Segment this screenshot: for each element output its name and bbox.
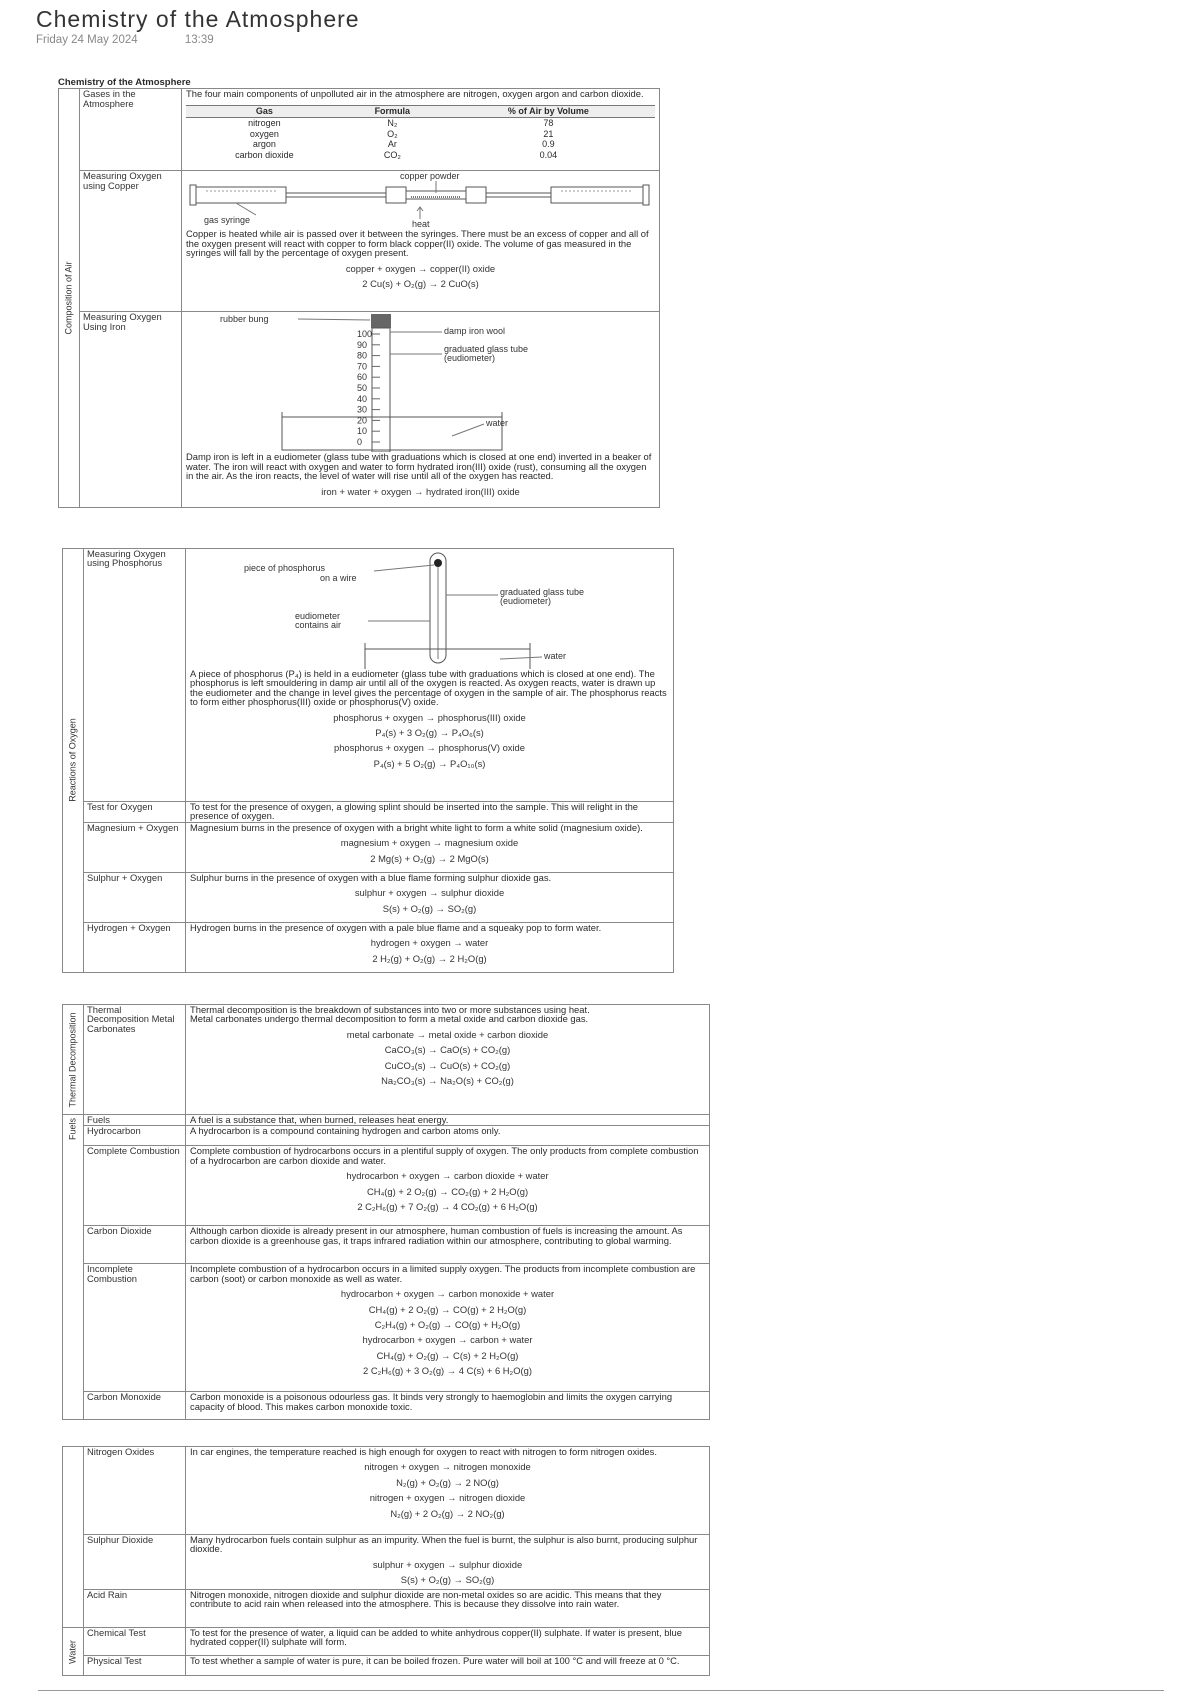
body-thermal (186, 1005, 710, 1115)
copper-symbol-equation: 2 Cu(s) + O₂(g) → 2 CuO(s) (362, 278, 479, 290)
gas-formula: Ar (387, 139, 397, 150)
iron-word-equation: iron + water + oxygen → hydrated iron(III) oxide (321, 485, 520, 497)
iron-text: Damp iron is left in a eudiometer (glass tube with graduations which is closed at one end) inverted in a beaker of water. The iron will react with oxygen and water to form hydrated iron(III) oxide (rust), consuming all the oxygen in the air. As the iron reacts, the level of water will rise until all of the oxygen has reacted. (186, 451, 652, 482)
incomplete-eq-2: CH₄(g) + 2 O₂(g) → CO(g) + 2 H₂O(g) (368, 1303, 527, 1315)
gas-name: nitrogen (248, 118, 281, 129)
table-row (186, 118, 655, 129)
chemical-test-text: To test for the presence of water, a liquid can be added to white anhydrous copper(II) sulphate. If water is present, blue hydrated copper(II) sulphate will form. (190, 1627, 682, 1648)
sheet-title: Chemistry of the Atmosphere (58, 77, 191, 88)
heat-label: heat (412, 219, 430, 230)
so2-eq-1: sulphur + oxygen → sulphur dioxide (372, 1558, 523, 1570)
magnesium-text: Magnesium burns in the presence of oxygen with a bright white light to form a white solid (magnesium oxide). (190, 821, 643, 833)
thermal-text-2: Metal carbonates undergo thermal decomposition to form a metal oxide and carbon dioxide gas. (190, 1013, 589, 1025)
gas-formula: CO₂ (383, 149, 401, 160)
incomplete-eq-1: hydrocarbon + oxygen → carbon monoxide + water (340, 1288, 555, 1300)
band-fuels: Fuels (63, 1115, 84, 1420)
gases-text: The four main components of unpolluted air in the atmosphere are nitrogen, oxygen argon and carbon dioxide. (186, 88, 644, 100)
formula-col-header: Formula (343, 105, 442, 117)
iron-eudiometer-diagram (186, 312, 656, 452)
phosphorus-piece-label-2: on a wire (320, 573, 357, 583)
sheet-reactions-of-oxygen (62, 548, 674, 973)
body-magnesium (186, 822, 674, 872)
co2-text: Although carbon dioxide is already present in our atmosphere, human combustion of fuels is increasing the amount. As carbon dioxide is a greenhouse gas, it traps infrared radiation within our atmosphere, contributing to global warming. (190, 1225, 683, 1246)
sheet-thermal-and-fuels (62, 1004, 710, 1420)
nitrogen-eq-1: nitrogen + oxygen → nitrogen monoxide (364, 1461, 531, 1473)
page-timestamp (36, 34, 258, 46)
gas-percent: 21 (543, 128, 554, 139)
incomplete-eq-6: 2 C₂H₆(g) + 3 O₂(g) → 4 C(s) + 6 H₂O(g) (363, 1365, 532, 1377)
sheet-composition-of-air (58, 78, 660, 508)
topic-nitrogen-oxides: Nitrogen Oxides (84, 1447, 186, 1535)
copper-word-equation: copper + oxygen → copper(II) oxide (345, 262, 496, 274)
fuels-text: A fuel is a substance that, when burned, releases heat energy. (190, 1114, 449, 1125)
band-composition-of-air: Composition of Air (59, 89, 80, 508)
pollutants-water-table (62, 1446, 710, 1676)
page-date: Friday 24 May 2024 (36, 34, 138, 46)
topic-sulphur: Sulphur + Oxygen (84, 872, 186, 922)
topic-fuels: Fuels (84, 1115, 186, 1126)
copper-powder-label: copper powder (400, 171, 460, 182)
scale-tick-label: 90 (357, 340, 368, 351)
topic-gases: Gases in the Atmosphere (80, 89, 182, 171)
glass-tube-label-2: (eudiometer) (444, 353, 496, 364)
band-reactions-of-oxygen: Reactions of Oxygen (63, 549, 84, 973)
nitrogen-eq-4: N₂(g) + 2 O₂(g) → 2 NO₂(g) (390, 1507, 505, 1519)
copper-apparatus-diagram (186, 171, 656, 229)
topic-acid-rain: Acid Rain (84, 1590, 186, 1628)
composition-table (58, 88, 660, 508)
incomplete-eq-3: C₂H₄(g) + O₂(g) → CO(g) + H₂O(g) (374, 1319, 521, 1331)
scale-tick-label: 50 (357, 383, 368, 394)
thermal-eq-4: Na₂CO₃(s) → Na₂O(s) + CO₂(g) (381, 1075, 514, 1087)
body-sulphur-dioxide (186, 1535, 710, 1590)
topic-complete-combustion: Complete Combustion (84, 1146, 186, 1226)
thermal-fuels-table (62, 1004, 710, 1420)
magnesium-eq-1: magnesium + oxygen → magnesium oxide (340, 837, 519, 849)
thermal-eq-1: metal carbonate → metal oxide + carbon dioxide (346, 1028, 549, 1040)
page-time: 13:39 (184, 34, 214, 46)
iron-wool-label: damp iron wool (444, 326, 506, 337)
topic-carbon-dioxide: Carbon Dioxide (84, 1226, 186, 1264)
phosphorus-tube-label: graduated glass tube (500, 587, 585, 597)
topic-hydrogen: Hydrogen + Oxygen (84, 922, 186, 972)
scale-tick-label: 60 (357, 372, 368, 383)
nitrogen-eq-3: nitrogen + oxygen → nitrogen dioxide (369, 1492, 526, 1504)
topic-test-oxygen: Test for Oxygen (84, 802, 186, 823)
phosphorus-eq-3: phosphorus + oxygen → phosphorus(V) oxide (333, 742, 525, 754)
percent-col-header: % of Air by Volume (442, 105, 655, 117)
band-water: Water (63, 1628, 84, 1676)
gas-syringe-label: gas syringe (204, 215, 251, 226)
hydrocarbon-text: A hydrocarbon is a compound containing hydrogen and carbon atoms only. (190, 1125, 501, 1137)
phosphorus-water-label: water (544, 651, 567, 661)
incomplete-eq-5: CH₄(g) + O₂(g) → C(s) + 2 H₂O(g) (376, 1349, 519, 1361)
sheet-pollutants-and-water (62, 1446, 710, 1676)
phosphorus-text: A piece of phosphorus (P₄) is held in a eudiometer (glass tube with graduations which is closed at one end). The phosphorus is left smouldering in damp air until all of the oxygen is reacted. As oxygen reacts, water is drawn up the eudiometer and the change in level gives the percentage of oxygen in the sample of air. The phosphorus reacts to form either phosphorus(III) oxide or phosphorus(V) oxide. (190, 668, 667, 708)
body-test-oxygen (186, 802, 674, 823)
thermal-eq-2: CaCO₃(s) → CaO(s) + CO₂(g) (384, 1044, 511, 1056)
thermal-eq-3: CuCO₃(s) → CuO(s) + CO₂(g) (384, 1059, 511, 1071)
topic-chemical-test: Chemical Test (84, 1628, 186, 1656)
body-acid-rain (186, 1590, 710, 1628)
hydrogen-eq-1: hydrogen + oxygen → water (370, 937, 489, 949)
page-divider (38, 1690, 1164, 1691)
hydrogen-text: Hydrogen burns in the presence of oxygen with a pale blue flame and a squeaky pop to form water. (190, 921, 602, 933)
hydrogen-eq-2: 2 H₂(g) + O₂(g) → 2 H₂O(g) (372, 952, 487, 964)
phosphorus-tube-label-2: (eudiometer) (500, 596, 552, 606)
copper-text: Copper is heated while air is passed over it between the syringes. There must be an excess of copper and all of the oxygen present will react with copper to form black copper(II) oxide. The volume of gas measured in the syringes will fall by the percentage of oxygen present. (186, 228, 649, 259)
phosphorus-eq-4: P₄(s) + 5 O₂(g) → P₄O₁₀(s) (373, 757, 486, 769)
gas-name: carbon dioxide (235, 149, 294, 160)
body-carbon-monoxide (186, 1392, 710, 1420)
acid-rain-text: Nitrogen monoxide, nitrogen dioxide and sulphur dioxide are non-metal oxides so are acidic. This means that they contribute to acid rain when released into the atmosphere. This is because they dissolve into rain water. (190, 1589, 662, 1610)
body-chemical-test (186, 1628, 710, 1656)
test-oxygen-text: To test for the presence of oxygen, a glowing splint should be inserted into the sample. This will relight in the presence of oxygen. (190, 801, 638, 822)
gas-percent: 78 (543, 118, 554, 129)
gas-percent: 0.9 (542, 139, 555, 150)
body-carbon-dioxide (186, 1226, 710, 1264)
topic-magnesium: Magnesium + Oxygen (84, 822, 186, 872)
topic-carbon-monoxide: Carbon Monoxide (84, 1392, 186, 1420)
sulphur-eq-1: sulphur + oxygen → sulphur dioxide (354, 887, 505, 899)
scale-tick-label: 80 (357, 351, 368, 362)
complete-eq-2: CH₄(g) + 2 O₂(g) → CO₂(g) + 2 H₂O(g) (366, 1185, 529, 1197)
gas-composition-table (186, 105, 655, 160)
topic-thermal: Thermal Decomposition Metal Carbonates (84, 1005, 186, 1115)
gas-formula: O₂ (387, 128, 398, 139)
topic-sulphur-dioxide: Sulphur Dioxide (84, 1535, 186, 1590)
water-label: water (486, 418, 509, 429)
page-title: Chemistry of the Atmosphere (36, 6, 360, 32)
scale-tick-label: 70 (357, 361, 368, 372)
body-sulphur (186, 872, 674, 922)
sulphur-eq-2: S(s) + O₂(g) → SO₂(g) (382, 902, 477, 914)
table-row (186, 150, 655, 161)
topic-incomplete-combustion: Incomplete Combustion (84, 1264, 186, 1392)
physical-test-text: To test whether a sample of water is pure, it can be boiled frozen. Pure water will boil at 100 °C and will freeze at 0 °C. (190, 1655, 680, 1666)
nitrogen-eq-2: N₂(g) + O₂(g) → 2 NO(g) (396, 1476, 499, 1488)
scale-tick-label: 100 (357, 329, 373, 340)
topic-iron: Measuring Oxygen Using Iron (80, 312, 182, 508)
complete-eq-3: 2 C₂H₆(g) + 7 O₂(g) → 4 CO₂(g) + 6 H₂O(g) (357, 1201, 538, 1213)
topic-copper: Measuring Oxygen using Copper (80, 171, 182, 312)
table-row (186, 129, 655, 140)
body-fuels (186, 1115, 710, 1126)
eudiometer-label-2: contains air (295, 620, 342, 630)
reactions-table (62, 548, 674, 973)
nitrogen-text: In car engines, the temperature reached is high enough for oxygen to react with nitrogen to form nitrogen oxides. (190, 1446, 657, 1457)
gas-formula: N₂ (387, 118, 398, 129)
scale-tick-label: 30 (357, 405, 368, 416)
body-copper (182, 171, 660, 312)
phosphorus-eudiometer-diagram (190, 549, 670, 669)
scale-tick-label: 20 (357, 415, 368, 426)
glass-tube-label: graduated glass tube (444, 344, 529, 355)
body-phosphorus (186, 549, 674, 802)
band-thermal-decomposition: Thermal Decomposition (63, 1005, 84, 1115)
phosphorus-eq-1: phosphorus + oxygen → phosphorus(III) oxide (333, 711, 526, 723)
gas-name: argon (252, 139, 276, 150)
topic-physical-test: Physical Test (84, 1656, 186, 1676)
gas-percent: 0.04 (539, 149, 558, 160)
body-incomplete-combustion (186, 1264, 710, 1392)
scale-tick-label: 0 (357, 437, 363, 448)
body-iron (182, 312, 660, 508)
body-complete-combustion (186, 1146, 710, 1226)
incomplete-eq-4: hydrocarbon + oxygen → carbon + water (362, 1334, 533, 1346)
body-hydrocarbon (186, 1126, 710, 1146)
body-physical-test (186, 1656, 710, 1676)
phosphorus-eq-2: P₄(s) + 3 O₂(g) → P₄O₆(s) (375, 727, 484, 739)
body-hydrogen (186, 922, 674, 972)
so2-text: Many hydrocarbon fuels contain sulphur as an impurity. When the fuel is burnt, the sulphur is also burnt, producing sulphur dioxide. (190, 1534, 698, 1555)
body-gases (182, 89, 660, 171)
co-text: Carbon monoxide is a poisonous odourless gas. It binds very strongly to haemoglobin and limits the oxygen carrying capacity of blood. This makes carbon monoxide toxic. (190, 1391, 673, 1412)
rubber-bung-label: rubber bung (220, 314, 269, 325)
complete-eq-1: hydrocarbon + oxygen → carbon dioxide + water (346, 1170, 549, 1182)
sulphur-text: Sulphur burns in the presence of oxygen with a blue flame forming sulphur dioxide gas. (190, 871, 552, 883)
topic-phosphorus: Measuring Oxygen using Phosphorus (84, 549, 186, 802)
phosphorus-piece-label: piece of phosphorus (244, 563, 326, 573)
incomplete-text: Incomplete combustion of a hydrocarbon occurs in a limited supply oxygen. The products from incomplete combustion are carbon (soot) or carbon monoxide as well as water. (190, 1263, 696, 1284)
so2-eq-2: S(s) + O₂(g) → SO₂(g) (400, 1574, 495, 1586)
eudiometer-label: eudiometer (295, 611, 341, 621)
complete-text: Complete combustion of hydrocarbons occurs in a plentiful supply of oxygen. The only products from complete combustion of a hydrocarbon are carbon dioxide and water. (190, 1145, 699, 1166)
table-row (186, 139, 655, 150)
thermal-text-1: Thermal decomposition is the breakdown of substances into two or more substances using heat. (190, 1004, 590, 1015)
scale-tick-label: 10 (357, 426, 368, 437)
gas-name: oxygen (249, 128, 279, 139)
gas-col-header: Gas (186, 105, 343, 117)
band-pollutants (63, 1447, 84, 1628)
magnesium-eq-2: 2 Mg(s) + O₂(g) → 2 MgO(s) (370, 852, 489, 864)
scale-tick-label: 40 (357, 394, 368, 405)
topic-hydrocarbon: Hydrocarbon (84, 1126, 186, 1146)
body-nitrogen-oxides (186, 1447, 710, 1535)
